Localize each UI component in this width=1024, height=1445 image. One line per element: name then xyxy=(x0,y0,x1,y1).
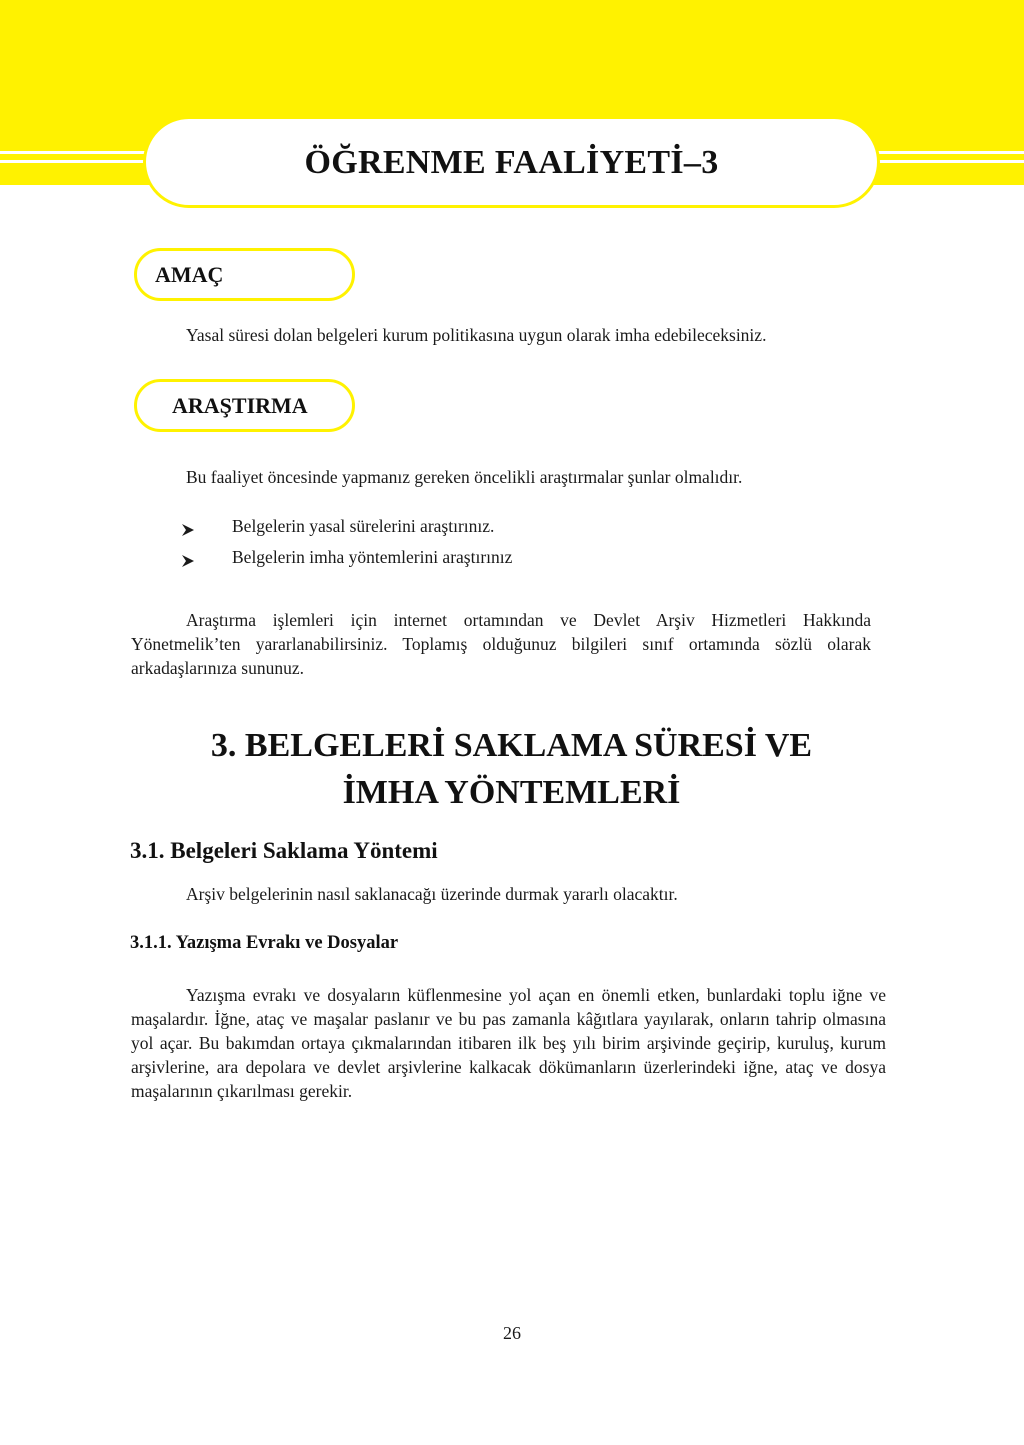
amac-label-pill xyxy=(134,248,355,301)
page-number: 26 xyxy=(503,1323,521,1343)
list-item-text: Belgelerin yasal sürelerini araştırınız. xyxy=(232,516,495,536)
list-item xyxy=(181,545,512,569)
arrowhead-bullet-icon xyxy=(181,519,195,533)
section-heading xyxy=(130,722,893,816)
arastirma-label: ARAŞTIRMA xyxy=(172,392,308,418)
title-pill xyxy=(143,116,880,208)
arastirma-intro: Bu faaliyet öncesinde yapmanız gereken öncelikli araştırmalar şunlar olmalıdır. xyxy=(186,467,743,487)
arrowhead-bullet-icon xyxy=(181,550,195,564)
amac-label: AMAÇ xyxy=(155,261,224,287)
arastirma-paragraph: Araştırma işlemleri için internet ortamından ve Devlet Arşiv Hizmetleri Hakkında Yönetmelik’ten yararlanabilirsiniz. Toplamış olduğunuz bilgileri sınıf ortamında sözlü olarak arkadaşlarınıza sununuz. xyxy=(131,610,871,678)
list-item-text: Belgelerin imha yöntemlerini araştırınız xyxy=(232,547,513,567)
list-item xyxy=(181,514,494,538)
section-heading-line2: İMHA YÖNTEMLERİ xyxy=(342,774,681,811)
subsubsection-heading: 3.1.1. Yazışma Evrakı ve Dosyalar xyxy=(130,933,399,953)
amac-text: Yasal süresi dolan belgeleri kurum politikasına uygun olarak imha edebileceksiniz. xyxy=(186,325,767,345)
page-title: ÖĞRENME FAALİYETİ–3 xyxy=(304,144,719,181)
arastirma-label-pill xyxy=(134,379,355,432)
section-heading-line1: 3. BELGELERİ SAKLAMA SÜRESİ VE xyxy=(210,727,813,764)
subsection-text: Arşiv belgelerinin nasıl saklanacağı üzerinde durmak yararlı olacaktır. xyxy=(186,884,678,904)
subsection-heading: 3.1. Belgeleri Saklama Yöntemi xyxy=(130,838,438,863)
subsubsection-paragraph: Yazışma evrakı ve dosyaların küflenmesine yol açan en önemli etken, bunlardaki toplu iğne ve maşalardır. İğne, ataç ve maşalar paslanır ve bu pas zamanla kâğıtlara yayılarak, onların tahrip olmasına yol açar. Bu bakımdan ortaya çıkmalarından itibaren ilk beş yılı birim arşivinde geçirip, kuruluş, kurum arşivlerine, ara depolara ve devlet arşivlerine kalkacak dökümanların üzerlerindeki iğne, ataç ve dosya maşalarının çıkarılması gerekir. xyxy=(131,985,886,1101)
